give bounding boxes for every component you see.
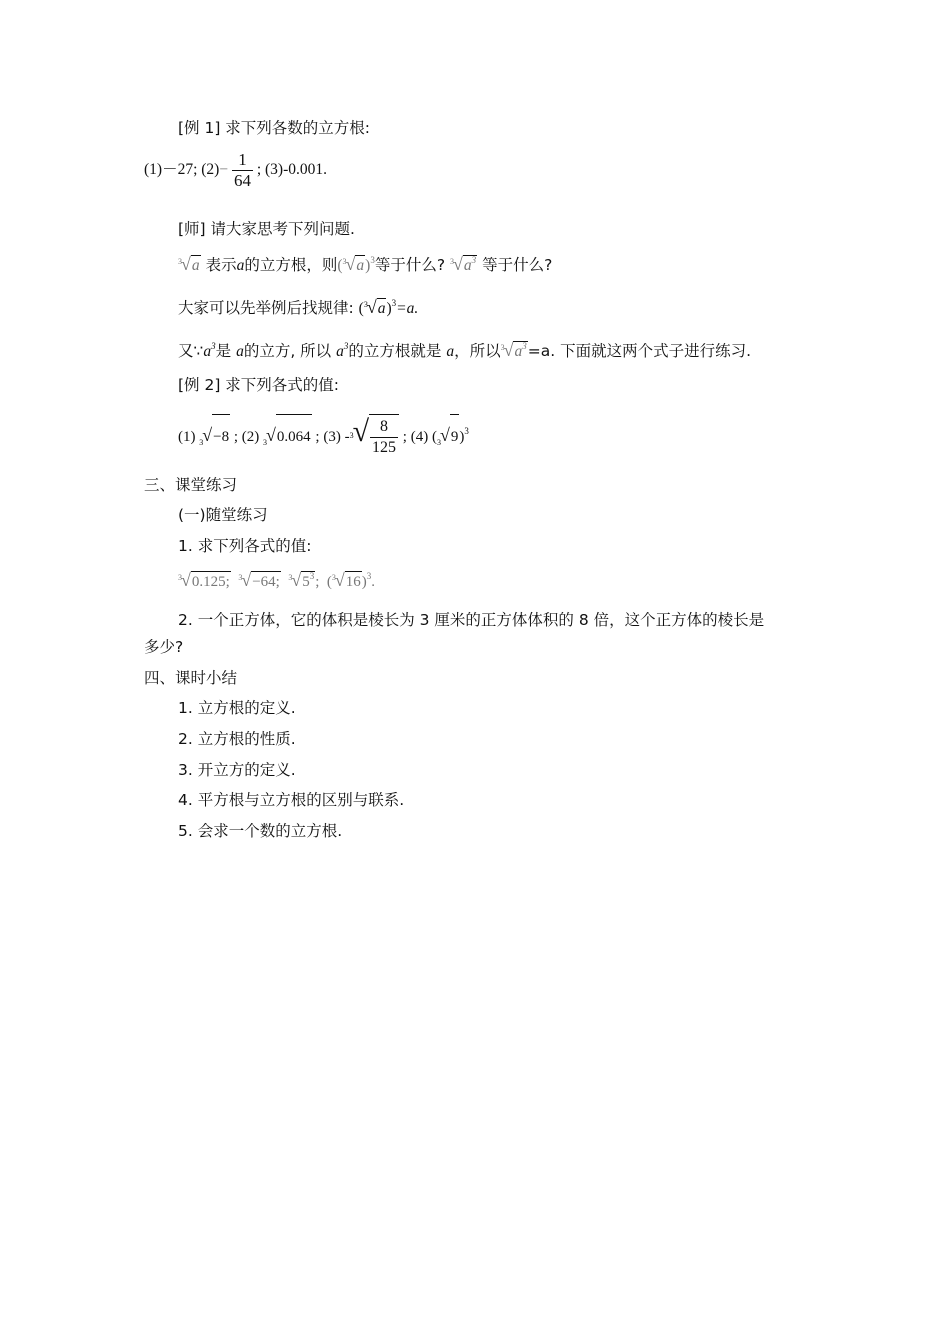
- cube-root-16-cubed: 3 √16: [331, 570, 361, 590]
- cube-root-5-cubed: 3 $√5^3$: [288, 570, 315, 590]
- minus-sign: −: [219, 161, 229, 178]
- var-a: a: [236, 257, 245, 274]
- cube-root-0-125: 3 √0.125;: [178, 570, 230, 590]
- question-text-2: 的立方根，则: [244, 256, 338, 274]
- rule-result: =a.: [396, 300, 419, 317]
- cube-root-8-over-125: 3 √ $\frac{8}{125}$: [350, 410, 399, 459]
- question-text-3: 等于什么?: [374, 256, 446, 274]
- exercise1-expressions: 3 √0.125; 3 √−64; 3 $√5^3$; ( 3 √16)$^3$.: [178, 570, 376, 590]
- because-text-1: 又∵: [178, 342, 204, 360]
- because-text-2: 是: [215, 342, 232, 360]
- rule-text: 大家可以先举例后找规律:: [178, 299, 354, 317]
- example2-items: (1) 3 √−8 ; (2) 3 √0.064 ; (3) - 3 √ $\frac{8}{125}$ ; (4) ( 3 √9)$^3$: [178, 410, 469, 459]
- rule-line: [178, 297, 418, 319]
- section3-title: 三、课堂练习: [144, 476, 238, 494]
- section3-subtitle: (一)随堂练习: [178, 506, 268, 524]
- cube-root-9-cubed: 3 √9: [437, 413, 459, 459]
- cube-root-neg64: 3 √−64;: [238, 570, 280, 590]
- cube-root-neg8: 3 √−8: [199, 413, 230, 459]
- cube-root-of-a3: 3 $√a^3$: [450, 254, 477, 274]
- because-text-5: ，所以: [454, 342, 501, 360]
- example1-item1: (1)－27;: [144, 161, 198, 178]
- question-text-1: 表示: [205, 256, 237, 274]
- exercise2-line2: 多少?: [144, 638, 184, 656]
- example1-title: [例 1] 求下列各数的立方根:: [178, 119, 371, 137]
- because-text-3: 的立方, 所以: [243, 342, 332, 360]
- question-line: [178, 254, 552, 276]
- because-line: 又$\because a^3$是 a的立方, 所以 $a^3$的立方根就是 a，所以 3 $√a^3=a$. 下面就这两个式子进行练习.: [178, 340, 752, 360]
- example2-title: [例 2] 求下列各式的值:: [178, 376, 340, 394]
- fraction-1-64: [232, 150, 253, 191]
- cube-root-of-a3-2: 3 $√a^3$: [500, 340, 527, 360]
- section4-title: 四、课时小结: [144, 669, 238, 687]
- example1-items: [144, 148, 327, 192]
- cube-root-a-cubed-expr: ( 3 √a)$^3$: [337, 254, 375, 274]
- fraction-denominator: 64: [233, 170, 251, 190]
- exercise1-text: 1. 求下列各式的值:: [178, 537, 312, 555]
- summary-item: 4. 平方根与立方根的区别与联系.: [178, 791, 405, 809]
- question-text-4: 等于什么?: [482, 256, 553, 274]
- example1-item2-label: (2): [201, 161, 220, 178]
- because-text-4: 的立方根就是: [348, 342, 442, 360]
- cube-root-0-064: 3 √0.064: [263, 413, 312, 459]
- summary-item: 5. 会求一个数的立方根.: [178, 822, 343, 840]
- example1-item3: ; (3)-0.001.: [256, 161, 328, 178]
- summary-item: 3. 开立方的定义.: [178, 761, 296, 779]
- exercise2-line1: 2. 一个正方体，它的体积是棱长为 3 厘米的正方体体积的 8 倍，这个正方体的棱长是: [178, 611, 765, 629]
- summary-item: 2. 立方根的性质.: [178, 730, 296, 748]
- teacher-prompt: [师] 请大家思考下列问题.: [178, 220, 355, 238]
- rule-expression: ( 3 √a)$^3$: [358, 297, 397, 317]
- fraction-numerator: 1: [232, 150, 253, 171]
- because-text-6: =a. 下面就这两个式子进行练习.: [527, 342, 752, 360]
- summary-item: 1. 立方根的定义.: [178, 699, 296, 717]
- cube-root-a: 3 √a: [178, 254, 200, 274]
